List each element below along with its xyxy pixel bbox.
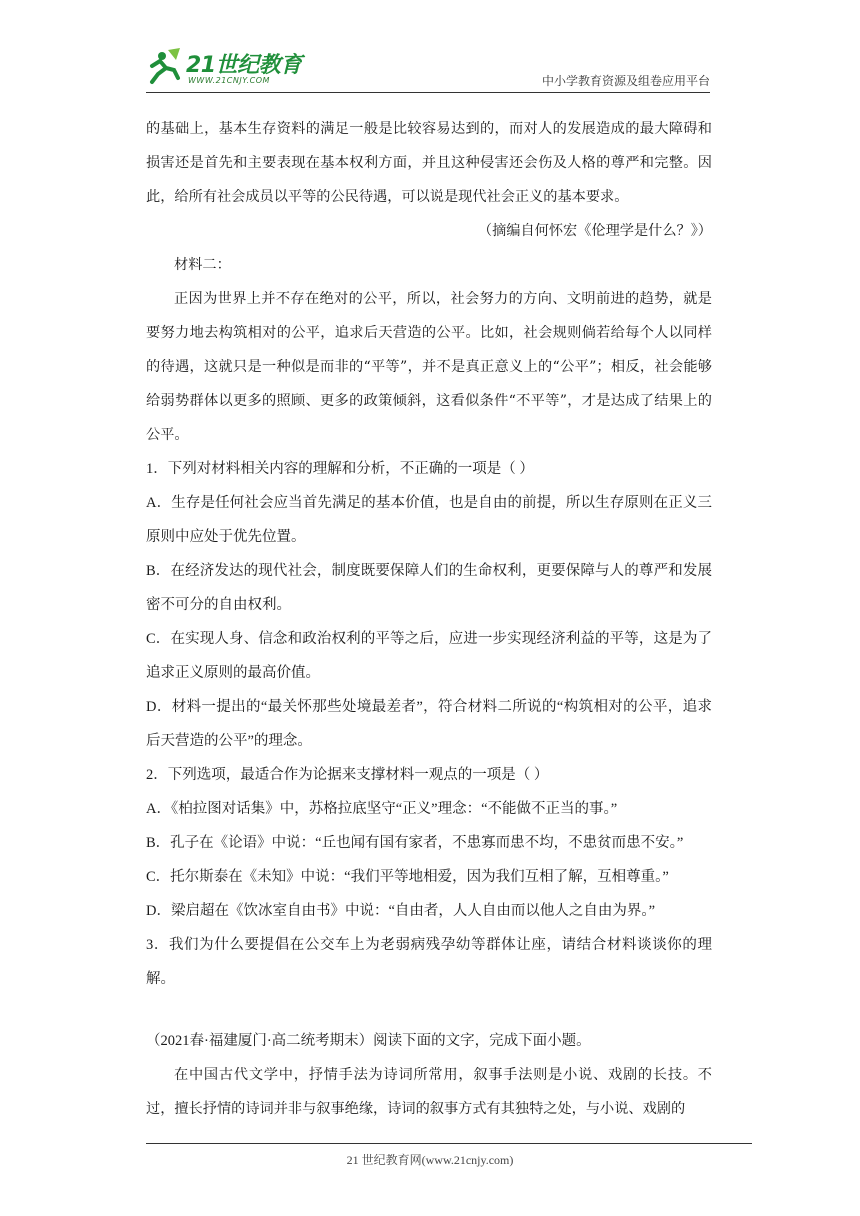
section-gap	[146, 996, 712, 1024]
option-1c: C．在实现人身、信念和政治权利的平等之后，应进一步实现经济利益的平等，这是为了追求正义原则的最高价值。	[146, 631, 712, 681]
next-section-intro: （2021春·福建厦门·高二统考期末）阅读下面的文字，完成下面小题。	[146, 1033, 591, 1049]
runner-logo-icon	[146, 46, 186, 86]
source-citation: （摘编自何怀宏《伦理学是什么？》）	[477, 223, 712, 239]
page-header	[146, 40, 710, 92]
logo-text: 21世纪教育	[186, 53, 302, 78]
header-divider	[146, 92, 710, 93]
option-1b: B．在经济发达的现代社会，制度既要保障人们的生命权利，更要保障与人的尊严和发展密不可分的自由权利。	[146, 563, 712, 613]
next-section-text: 在中国古代文学中，抒情手法为诗词所常用，叙事手法则是小说、戏剧的长技。不过，擅长抒情的诗词并非与叙事绝缘，诗词的叙事方式有其独特之处，与小说、戏剧的	[146, 1067, 712, 1117]
paragraph-1: 的基础上，基本生存资料的满足一般是比较容易达到的，而对人的发展造成的最大障碍和损害还是首先和主要表现在基本权利方面，并且这种侵害还会伤及人格的尊严和完整。因此，给所有社会成员以平等的公民待遇，可以说是现代社会正义的基本要求。	[146, 121, 712, 205]
question-3: 3．我们为什么要提倡在公交车上为老弱病残孕幼等群体让座，请结合材料谈谈你的理解。	[146, 937, 712, 987]
option-2c: C．托尔斯泰在《未知》中说：“我们平等地相爱，因为我们互相了解，互相尊重。”	[146, 869, 669, 885]
logo	[146, 44, 316, 88]
option-1a: A．生存是任何社会应当首先满足的基本价值，也是自由的前提，所以生存原则在正义三原则中应处于优先位置。	[146, 495, 712, 545]
option-2b: B．孔子在《论语》中说：“丘也闻有国有家者，不患寡而患不均，不患贫而患不安。”	[146, 835, 684, 851]
footer-divider	[146, 1143, 752, 1144]
option-2d: D．梁启超在《饮冰室自由书》中说：“自由者，人人自由而以他人之自由为界。”	[146, 903, 656, 919]
logo-url: WWW.21CNJY.COM	[188, 76, 270, 85]
page-footer: 21 世纪教育网(www.21cnjy.com)	[346, 1153, 514, 1167]
material-2-heading: 材料二：	[174, 257, 231, 273]
question-2: 2．下列选项，最适合作为论据来支撑材料一观点的一项是（ ）	[146, 767, 549, 783]
question-1: 1．下列对材料相关内容的理解和分析，不正确的一项是（ ）	[146, 461, 534, 477]
paragraph-material-2: 正因为世界上并不存在绝对的公平，所以，社会努力的方向、文明前进的趋势，就是要努力地去构筑相对的公平，追求后天营造的公平。比如，社会规则倘若给每个人以同样的待遇，这就只是一种似是而非的“平等”，并不是真正意义上的“公平”；相反，社会能够给弱势群体以更多的照顾、更多的政策倾斜，这看似条件“不平等”，才是达成了结果上的公平。	[146, 291, 712, 443]
document-body	[146, 112, 712, 1126]
option-1d: D．材料一提出的“最关怀那些处境最差者”，符合材料二所说的“构筑相对的公平，追求后天营造的公平”的理念。	[146, 699, 712, 749]
platform-title: 中小学教育资源及组卷应用平台	[541, 74, 710, 88]
option-2a: A．《柏拉图对话集》中，苏格拉底坚守“正义”理念：“不能做不正当的事。”	[146, 801, 618, 817]
